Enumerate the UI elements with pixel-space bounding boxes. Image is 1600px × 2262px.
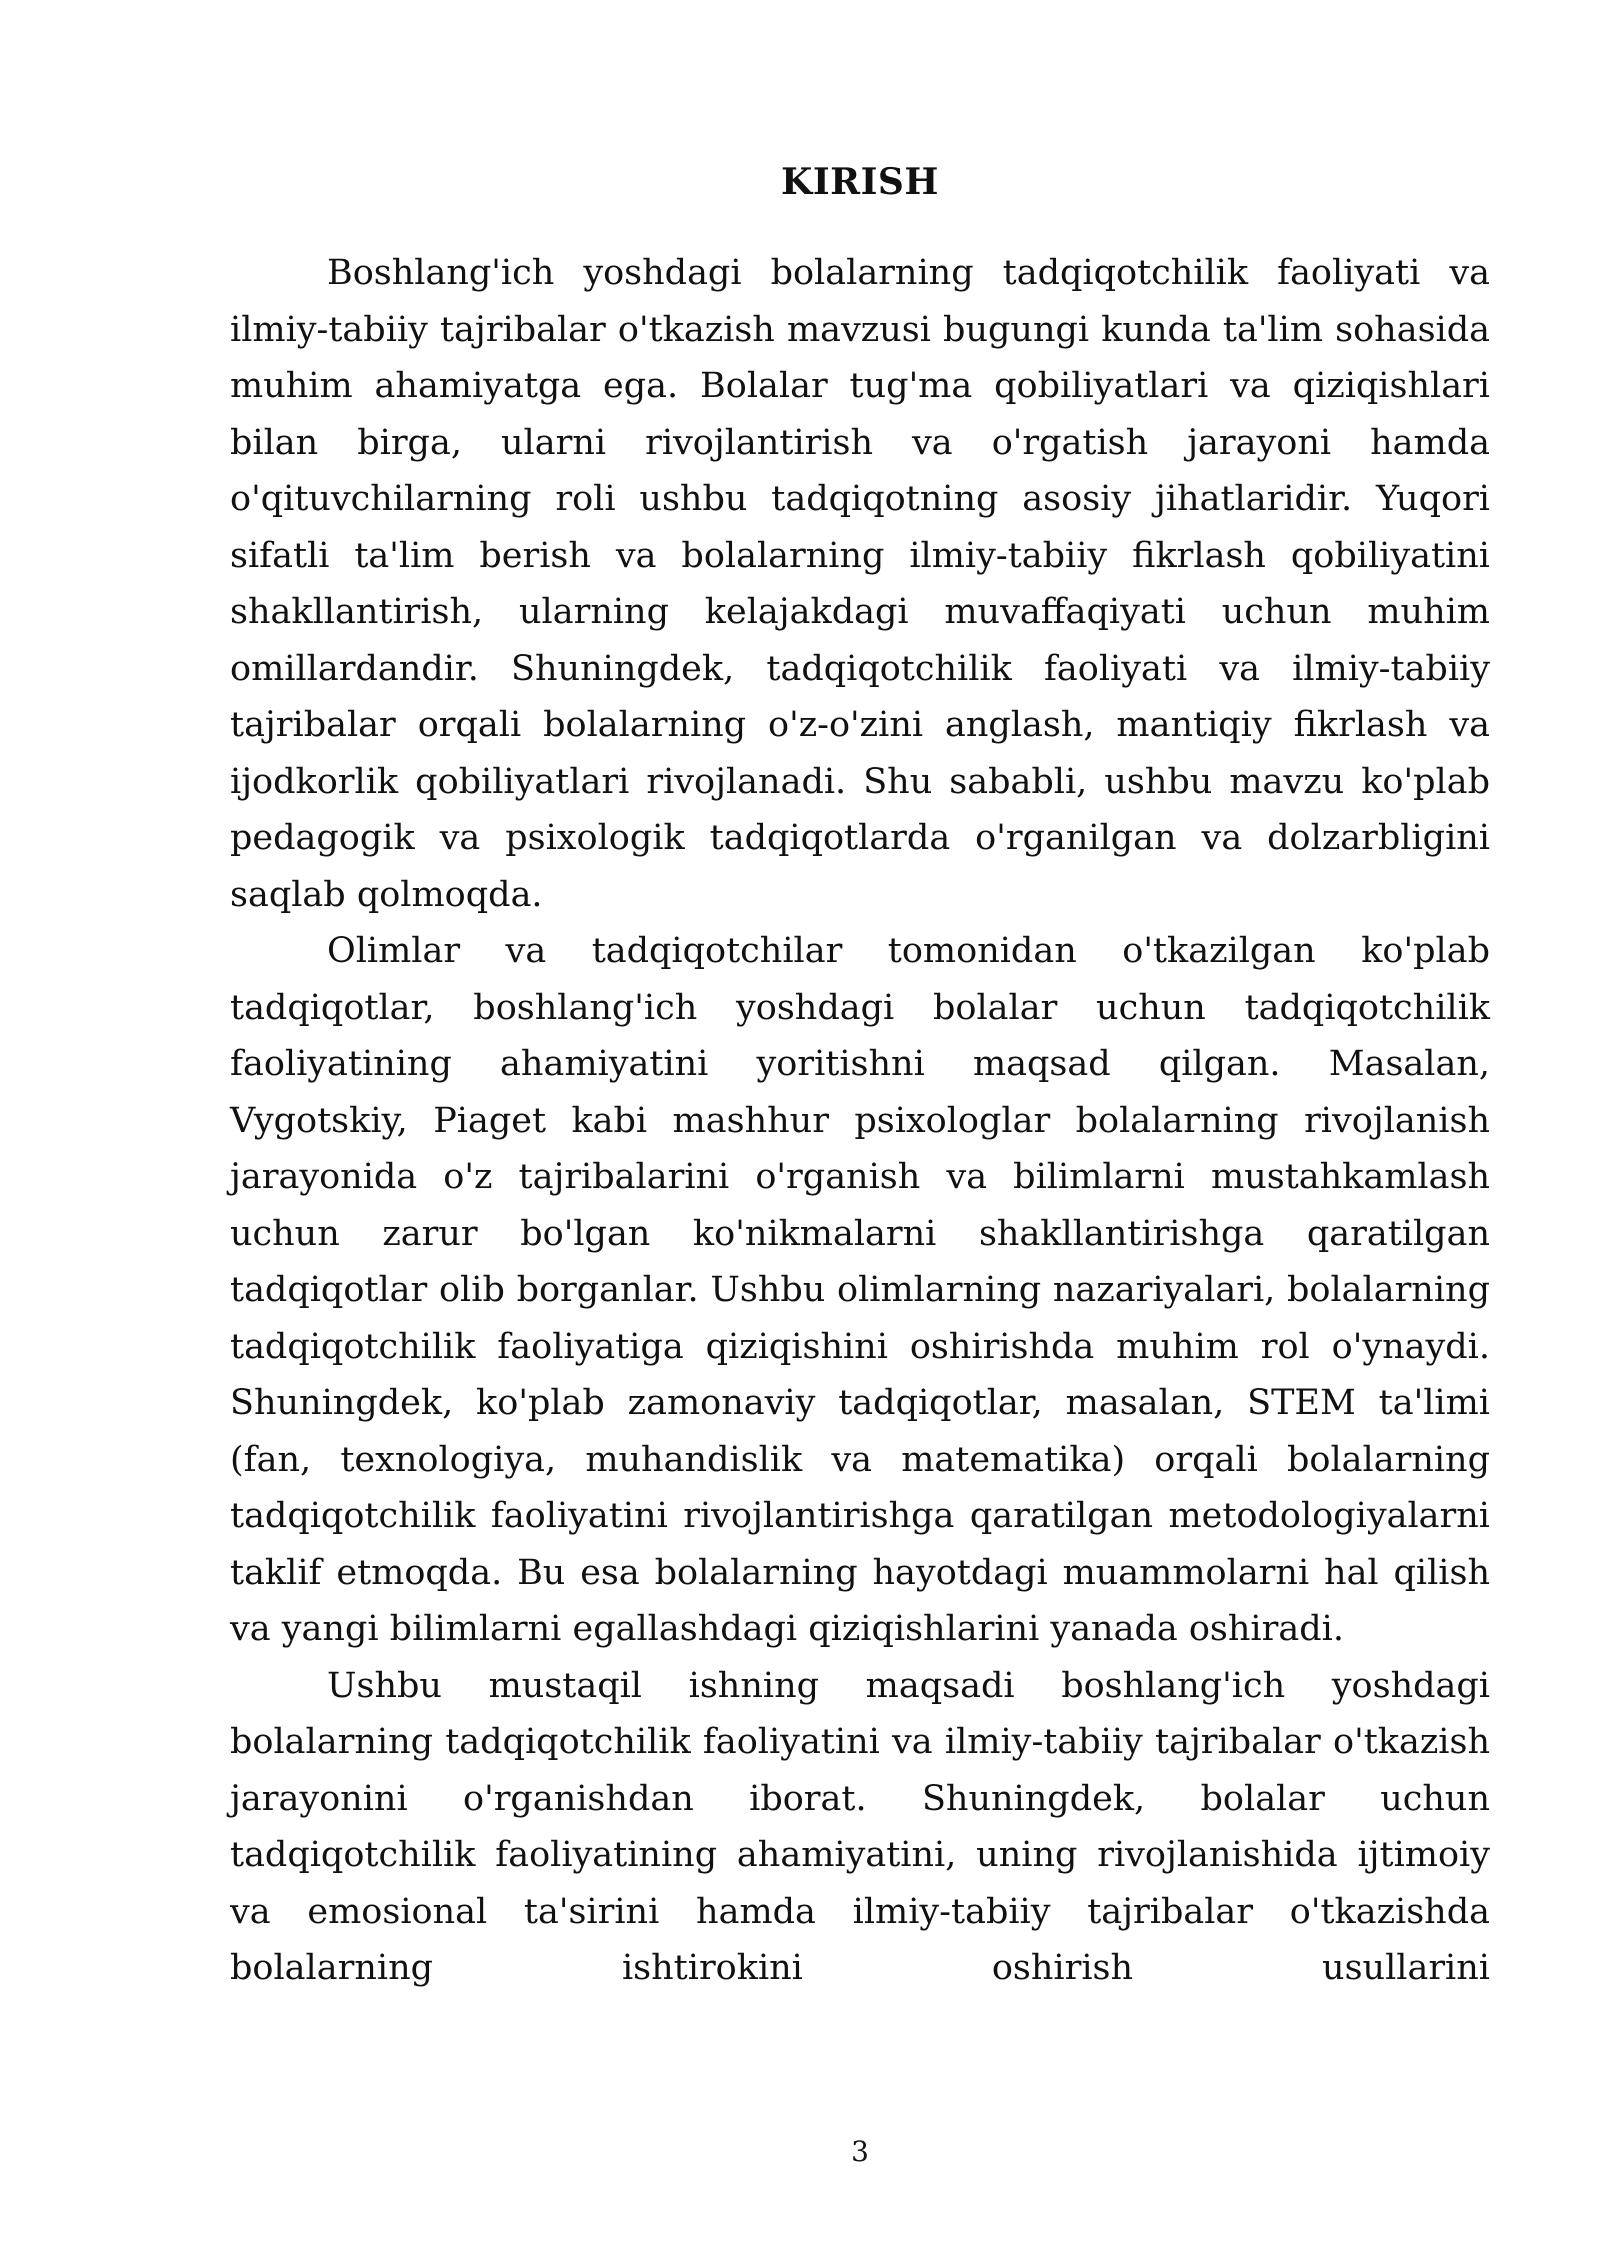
paragraph-1: Boshlang'ich yoshdagi bolalarning tadqiqotchilik faoliyati va ilmiy-tabiiy tajribalar o'tkazish mavzusi bugungi kunda ta'lim sohasida muhim ahamiyatga ega. Bolalar tug'ma qobiliyatlari va qiziqishlari bilan birga, ularni rivojlantirish va o'rgatish jarayoni hamda o'qituvchilarning roli ushbu tadqiqotning asosiy jihatlaridir. Yuqori sifatli ta'lim berish va bolalarning ilmiy-tabiiy fikrlash qobiliyatini shakllantirish, ularning kelajakdagi muvaffaqiyati uchun muhim omillardandir. Shuningdek, tadqiqotchilik faoliyati va ilmiy-tabiiy tajribalar orqali bolalarning o'z-o'zini anglash, mantiqiy fikrlash va ijodkorlik qobiliyatlari rivojlanadi. Shu sababli, ushbu mavzu ko'plab pedagogik va psixologik tadqiqotlarda o'rganilgan va dolzarbligini saqlab qolmoqda. bbox=[230, 253, 1490, 915]
page-heading: KIRISH bbox=[781, 161, 939, 203]
body-text bbox=[230, 245, 1490, 1997]
paragraph-2: Olimlar va tadqiqotchilar tomonidan o'tkazilgan ko'plab tadqiqotlar, boshlang'ich yoshdagi bolalar uchun tadqiqotchilik faoliyatining ahamiyatini yoritishni maqsad qilgan. Masalan, Vygotskiy, Piaget kabi mashhur psixologlar bolalarning rivojlanish jarayonida o'z tajribalarini o'rganish va bilimlarni mustahkamlash uchun zarur bo'lgan ko'nikmalarni shakllantirishga qaratilgan tadqiqotlar olib borganlar. Ushbu olimlarning nazariyalari, bolalarning tadqiqotchilik faoliyatiga qiziqishini oshirishda muhim rol o'ynaydi. Shuningdek, ko'plab zamonaviy tadqiqotlar, masalan, STEM ta'limi (fan, texnologiya, muhandislik va matematika) orqali bolalarning tadqiqotchilik faoliyatini rivojlantirishga qaratilgan metodologiyalarni taklif etmoqda. Bu esa bolalarning hayotdagi muammolarni hal qilish va yangi bilimlarni egallashdagi qiziqishlarini yanada oshiradi. bbox=[230, 931, 1490, 1649]
paragraph-3: Ushbu mustaqil ishning maqsadi boshlang'ich yoshdagi bolalarning tadqiqotchilik faoliyatini va ilmiy-tabiiy tajribalar o'tkazish jarayonini o'rganishdan iborat. Shuningdek, bolalar uchun tadqiqotchilik faoliyatining ahamiyatini, uning rivojlanishida ijtimoiy va emosional ta'sirini hamda ilmiy-tabiiy tajribalar o'tkazishda bolalarning ishtirokini oshirish usullarini bbox=[230, 1665, 1490, 1988]
page-number: 3 bbox=[851, 2135, 869, 2168]
